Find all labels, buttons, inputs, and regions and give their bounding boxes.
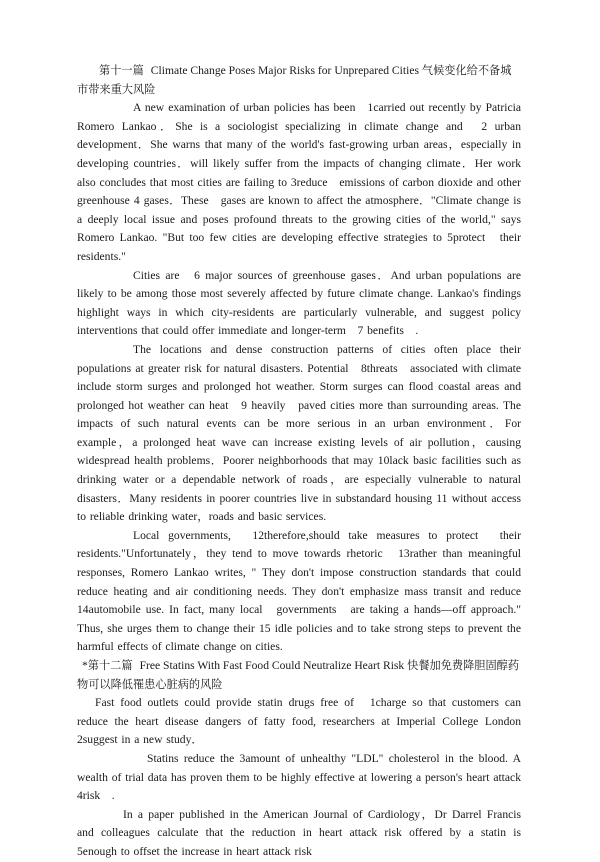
article-12-paragraph-1: Fast food outlets could provide statin drugs free of 1charge so that customers can reduce the heart disease dangers of fatty food, researchers at Imperial College London 2suggest in a new study．: [77, 696, 533, 747]
article-12-title-cn: 快餐加免费降胆固醇药物可以降低罹患心脏病的风险: [77, 659, 520, 691]
article-11-paragraph-1: A new examination of urban policies has been 1carried out recently by Patricia Romero Lankao．She is a sociologist specializing in climate change and 2 urban development．She warns that many of the world's fast-growing urban areas，especially in developing countries．will likely suffer from the impacts of changing climate．Her work also concludes that most cities are failing to 3reduce emissions of carbon dioxide and other greenhouse 4 gases．These gases are known to affect the atmosphere．"Climate change is a deeply local issue and poses profound threats to the growing cities of the world," says Romero Lankao. "But too few cities are developing effective strategies to 5protect their residents.": [77, 101, 521, 263]
article-12-marker: *: [82, 659, 88, 672]
article-12-title-en: Free Statins With Fast Food Could Neutralize Heart Risk: [139, 659, 405, 672]
article-12-heading: [77, 657, 521, 694]
article-11-title-cn: 气候变化给不备城市带来重大风险: [77, 64, 512, 96]
article-12-number: 第十二篇: [87, 659, 133, 672]
article-11-paragraph-3: The locations and dense construction patterns of cities often place their populations at greater risk for natural disasters. Potential 8threats associated with climate include storm surges and prolonged hot weather. Storm surges can flood coastal areas and prolonged hot weather can heat 9 heavily paved cities more than surrounding areas. The impacts of such natural events can be more serious in an urban environment．For example，a prolonged heat wave can increase existing levels of air pollution，causing widespread health problems．Poorer neighborhoods that may 10lack basic facilities such as drinking water or a dependable network of roads，are especially vulnerable to natural disasters．Many residents in poorer countries live in substandard housing 11 without access to reliable drinking water，roads and basic services.: [77, 342, 533, 524]
article-11-number: 第十一篇: [99, 64, 144, 77]
article-12-paragraph-3: In a paper published in the American Journal of Cardiology，Dr Darrel Francis and colleagues calculate that the reduction in heart attack risk offered by a statin is 5enough to offset the increase in heart attack risk: [77, 807, 533, 858]
article-11-heading: [77, 62, 521, 99]
document-body: [77, 62, 533, 862]
article-11-paragraph-2: Cities are 6 major sources of greenhouse gases．And urban populations are likely to be among those most severely affected by future climate change. Lankao's findings highlight ways in which city-residents are particularly vulnerable, and suggest policy interventions that could offer immediate and longer-term 7 benefits .: [77, 268, 533, 338]
article-11-paragraph-4: Local governments, 12therefore,should take measures to protect their residents."Unfortunately，they tend to move towards rhetoric 13rather than meaningful responses, Romero Lankao writes, " They don't impose construction standards that could reduce heating and air conditioning needs. They don't emphasize mass transit and reduce 14automobile use. In fact, many local governments are taking a hands—off approach." Thus, she urges them to change their 15 idle policies and to take strong steps to prevent the harmful effects of climate change on cities.: [77, 528, 533, 654]
article-12-paragraph-2: Statins reduce the 3amount of unhealthy "LDL" cholesterol in the blood. A wealth of trial data has proven them to be highly effective at lowering a person's heart attack 4risk .: [77, 751, 521, 803]
article-11-title-en: Climate Change Poses Major Risks for Unprepared Cities: [150, 64, 419, 77]
